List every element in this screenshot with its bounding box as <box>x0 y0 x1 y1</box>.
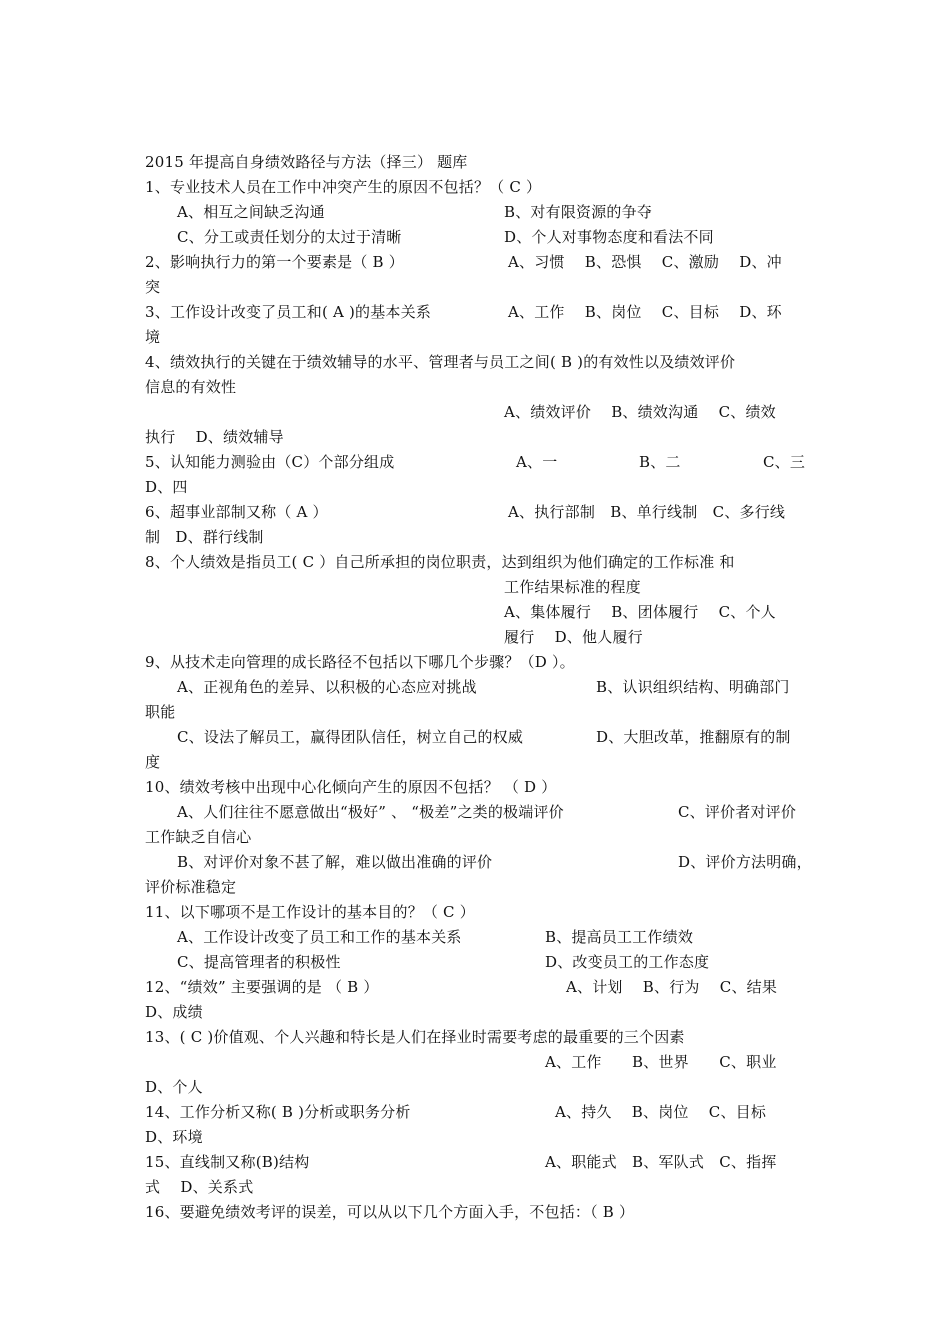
option-line: A、一 <box>516 453 558 471</box>
option-line: A、工作 B、岗位 C、目标 D、环 <box>508 303 782 321</box>
question-8: 8、个人绩效是指员工( C ）自己所承担的岗位职责，达到组织为他们确定的工作标准 和 <box>145 553 735 571</box>
option-line: 度 <box>145 753 161 771</box>
option-line: A、工作 B、世界 C、职业 <box>545 1053 777 1071</box>
option-line: 评价标准稳定 <box>145 878 237 896</box>
option-line: 执行 D、绩效辅导 <box>145 428 284 446</box>
option-line: D、个人对事物态度和看法不同 <box>504 228 714 246</box>
question-6: 6、超事业部制又称（ A ） <box>145 503 328 521</box>
document-title: 2015 年提高自身绩效路径与方法（择三） 题库 <box>145 153 468 171</box>
option-line: C、评价者对评价 <box>678 803 797 821</box>
option-line: A、相互之间缺乏沟通 <box>177 203 325 221</box>
question-3: 3、工作设计改变了员工和( A )的基本关系 <box>145 303 432 321</box>
option-line: D、四 <box>145 478 188 496</box>
option-line: B、对评价对象不甚了解，难以做出准确的评价 <box>177 853 493 871</box>
question-8-cont: 工作结果标准的程度 <box>504 578 641 596</box>
option-line: 境 <box>145 328 161 346</box>
option-line: A、执行部制 B、单行线制 C、多行线 <box>508 503 786 521</box>
option-line: 突 <box>145 278 161 296</box>
option-line: 职能 <box>145 703 176 721</box>
option-line: A、持久 B、岗位 C、目标 <box>555 1103 767 1121</box>
option-line: 履行 D、他人履行 <box>504 628 643 646</box>
option-line: B、二 <box>639 453 681 471</box>
option-line: B、提高员工工作绩效 <box>545 928 694 946</box>
question-4: 4、绩效执行的关键在于绩效辅导的水平、管理者与员工之间( B )的有效性以及绩效评价 <box>145 353 736 371</box>
option-line: A、绩效评价 B、绩效沟通 C、绩效 <box>504 403 776 421</box>
option-line: B、对有限资源的争夺 <box>504 203 653 221</box>
option-line: D、环境 <box>145 1128 203 1146</box>
question-1: 1、专业技术人员在工作中冲突产生的原因不包括？（ C ） <box>145 178 542 196</box>
question-5: 5、认知能力测验由（C）个部分组成 <box>145 453 395 471</box>
option-line: C、设法了解员工，赢得团队信任，树立自己的权威 <box>177 728 524 746</box>
question-12: 12、“绩效” 主要强调的是 （ B ） <box>145 978 379 996</box>
question-13: 13、( C )价值观、个人兴趣和特长是人们在择业时需要考虑的最重要的三个因素 <box>145 1028 685 1046</box>
option-line: B、认识组织结构、明确部门 <box>596 678 790 696</box>
option-line: A、正视角色的差异、以积极的心态应对挑战 <box>177 678 477 696</box>
option-line: A、人们往往不愿意做出“极好” 、 “极差”之类的极端评价 <box>177 803 564 821</box>
option-line: 工作缺乏自信心 <box>145 828 252 846</box>
option-line: D、成绩 <box>145 1003 203 1021</box>
question-16: 16、要避免绩效考评的误差，可以从以下几个方面入手，不包括：（ B ） <box>145 1203 635 1221</box>
question-9: 9、从技术走向管理的成长路径不包括以下哪几个步骤？（D ）。 <box>145 653 575 671</box>
option-line: A、职能式 B、军队式 C、指挥 <box>545 1153 777 1171</box>
option-line: C、三 <box>763 453 806 471</box>
question-4-cont: 信息的有效性 <box>145 378 237 396</box>
option-line: 式 D、关系式 <box>145 1178 254 1196</box>
option-line: D、评价方法明确， <box>678 853 812 871</box>
option-line: 制 D、群行线制 <box>145 528 264 546</box>
option-line: C、提高管理者的积极性 <box>177 953 341 971</box>
question-14: 14、工作分析又称( B )分析或职务分析 <box>145 1103 411 1121</box>
question-11: 11、以下哪项不是工作设计的基本目的？（ C ） <box>145 903 475 921</box>
question-2: 2、影响执行力的第一个要素是（ B ） <box>145 253 404 271</box>
option-line: A、计划 B、行为 C、结果 <box>566 978 778 996</box>
option-line: D、改变员工的工作态度 <box>545 953 710 971</box>
question-10: 10、绩效考核中出现中心化倾向产生的原因不包括？ （ D ） <box>145 778 557 796</box>
option-line: A、习惯 B、恐惧 C、激励 D、冲 <box>508 253 782 271</box>
option-line: C、分工或责任划分的太过于清晰 <box>177 228 402 246</box>
option-line: D、个人 <box>145 1078 203 1096</box>
option-line: A、工作设计改变了员工和工作的基本关系 <box>177 928 462 946</box>
option-line: D、大胆改革，推翻原有的制 <box>596 728 791 746</box>
option-line: A、集体履行 B、团体履行 C、个人 <box>504 603 776 621</box>
question-15: 15、直线制又称(B)结构 <box>145 1153 310 1171</box>
